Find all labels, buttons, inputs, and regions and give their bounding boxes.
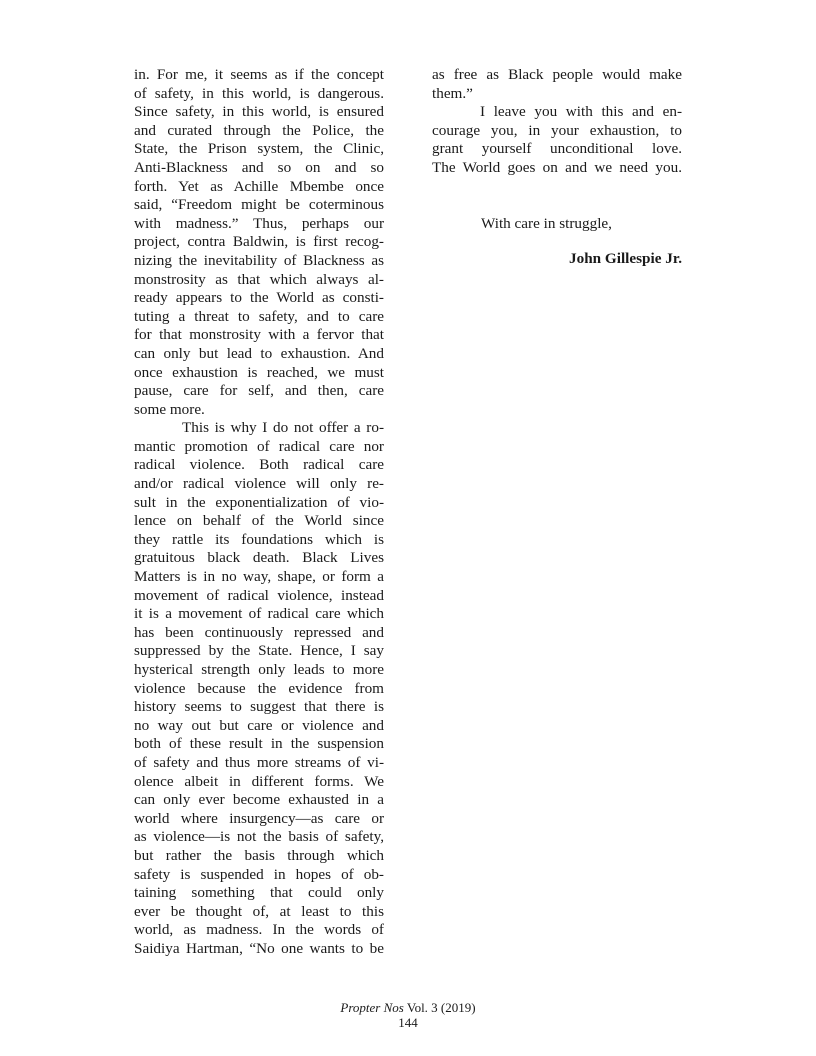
text-line: courage you, in your exhaustion, to xyxy=(432,121,682,139)
journal-volume: Vol. 3 (2019) xyxy=(406,1000,476,1015)
text-line: monstrosity as that which always al- xyxy=(134,270,384,288)
page-footer xyxy=(0,1000,816,1030)
text-line: grant yourself unconditional love. xyxy=(432,140,682,158)
text-line: of safety, in this world, is dangerous. xyxy=(134,84,384,102)
text-line: said, “Freedom might be coterminous xyxy=(134,196,384,214)
author-signature: John Gillespie Jr. xyxy=(569,250,682,267)
footer-citation xyxy=(0,1000,816,1015)
text-line: as violence—is not the basis of safety, xyxy=(134,828,384,846)
text-line: sult in the exponentialization of vio- xyxy=(134,493,384,511)
text-line: hysterical strength only leads to more xyxy=(134,661,384,678)
text-line: no way out but care or violence and xyxy=(134,716,384,734)
right-text-column xyxy=(432,66,682,178)
text-line: ever be thought of, at least to this xyxy=(134,902,384,920)
page-number: 144 xyxy=(398,1015,418,1030)
text-line: they rattle its foundations which is xyxy=(134,530,384,548)
text-line: State, the Prison system, the Clinic, xyxy=(134,140,384,158)
text-line: some more. xyxy=(134,400,205,418)
text-line: it is a movement of radical care which xyxy=(134,605,384,623)
text-line: Matters is in no way, shape, or form a xyxy=(134,568,384,586)
text-line: ready appears to the World as consti- xyxy=(134,289,384,307)
text-line: pause, care for self, and then, care xyxy=(134,382,384,400)
journal-title: Propter Nos xyxy=(340,1000,404,1015)
letter-closing: With care in struggle, xyxy=(481,215,612,232)
text-line: can only ever become exhausted in a xyxy=(134,791,384,809)
text-line: Anti-Blackness and so on and so xyxy=(134,158,384,176)
text-line: safety is suspended in hopes of ob- xyxy=(134,865,384,883)
text-line: tuting a threat to safety, and to care xyxy=(134,307,384,325)
text-line: history seems to suggest that there is xyxy=(134,698,384,716)
text-line: olence albeit in different forms. We xyxy=(134,772,384,790)
text-line: has been continuously repressed and xyxy=(134,623,384,641)
paragraph-first-line: This is why I do not offer a ro- xyxy=(182,419,384,437)
text-line: mantic promotion of radical care nor xyxy=(134,437,384,455)
text-line: gratuitous black death. Black Lives xyxy=(134,549,384,567)
text-line: suppressed by the State. Hence, I say xyxy=(134,642,384,660)
paragraph-first-line: I leave you with this and en- xyxy=(480,103,682,121)
text-line: can only but lead to exhaustion. And xyxy=(134,344,384,362)
left-text-column xyxy=(134,66,384,959)
text-line: both of these result in the suspension xyxy=(134,735,384,753)
text-line: project, contra Baldwin, is first recog- xyxy=(134,233,384,251)
text-line: lence on behalf of the World since xyxy=(134,512,384,530)
text-line: Since safety, in this world, is ensured xyxy=(134,103,384,121)
text-line: and curated through the Police, the xyxy=(134,121,384,139)
text-line: radical violence. Both radical care xyxy=(134,456,384,474)
text-line: world where insurgency—as care or xyxy=(134,809,384,827)
text-line: with madness.” Thus, perhaps our xyxy=(134,214,384,232)
text-line: violence because the evidence from xyxy=(134,679,384,697)
text-line: as free as Black people would make xyxy=(432,66,682,83)
text-line: in. For me, it seems as if the concept xyxy=(134,66,384,83)
text-line: taining something that could only xyxy=(134,884,384,902)
text-line: world, as madness. In the words of xyxy=(134,921,384,939)
text-line: Saidiya Hartman, “No one wants to be xyxy=(134,939,384,957)
text-line: once exhaustion is reached, we must xyxy=(134,363,384,381)
text-line: The World goes on and we need you. xyxy=(432,158,682,176)
text-line: movement of radical violence, instead xyxy=(134,586,384,604)
text-line: them.” xyxy=(432,84,473,102)
text-line: and/or radical violence will only re- xyxy=(134,475,384,493)
text-line: for that monstrosity with a fervor that xyxy=(134,326,384,344)
text-line: nizing the inevitability of Blackness as xyxy=(134,251,384,269)
text-line: forth. Yet as Achille Mbembe once xyxy=(134,177,384,195)
text-line: but rather the basis through which xyxy=(134,846,384,864)
text-line: of safety and thus more streams of vi- xyxy=(134,753,384,771)
